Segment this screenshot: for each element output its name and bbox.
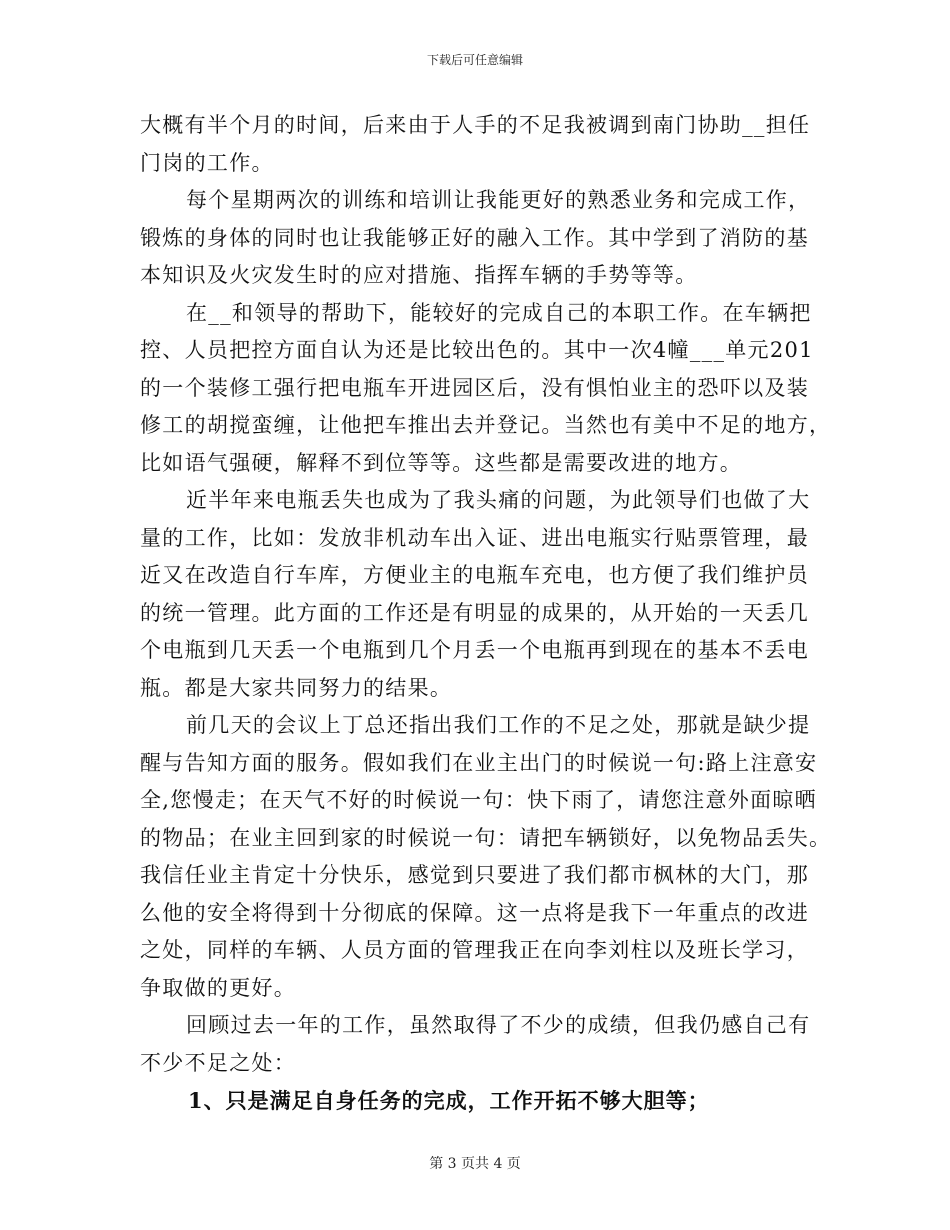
- paragraph-line: 门岗的工作。: [140, 150, 274, 175]
- paragraph-line: 之处，同样的车辆、人员方面的管理我正在向李刘柱以及班长学习，: [140, 938, 809, 962]
- paragraph-line: 全,您慢走；在天气不好的时候说一句：快下雨了，请您注意外面晾晒: [140, 788, 817, 812]
- section-heading: 1、只是满足自身任务的完成，工作开拓不够大胆等；: [188, 1088, 710, 1113]
- paragraph-line: 近半年来电瓶丢失也成为了我头痛的问题，为此领导们也做了大: [186, 488, 811, 512]
- paragraph-line: 争取做的更好。: [140, 975, 297, 1000]
- paragraph-line: 的统一管理。此方面的工作还是有明显的成果的，从开始的一天丢几: [140, 600, 809, 625]
- paragraph-line: 大概有半个月的时间，后来由于人手的不足我被调到南门协助__担任: [140, 113, 811, 137]
- paragraph-line: 不少不足之处：: [140, 1050, 297, 1075]
- paragraph-line: 个电瓶到几天丢一个电瓶到几个月丢一个电瓶再到现在的基本不丢电: [140, 638, 809, 662]
- paragraph-line: 前几天的会议上丁总还指出我们工作的不足之处，那就是缺少提: [186, 713, 811, 737]
- paragraph-line: 的物品；在业主回到家的时候说一句：请把车辆锁好，以免物品丢失。: [140, 825, 832, 850]
- paragraph-line: 修工的胡搅蛮缠，让他把车推出去并登记。当然也有美中不足的地方，: [140, 413, 832, 437]
- paragraph-line: 比如语气强硬，解释不到位等等。这些都是需要改进的地方。: [140, 450, 743, 475]
- paragraph-line: 的一个装修工强行把电瓶车开进园区后，没有惧怕业主的恐吓以及装: [140, 375, 809, 400]
- page-footer: 第 3 页共 4 页: [429, 1156, 521, 1172]
- paragraph-line: 控、人员把控方面自认为还是比较出色的。其中一次4幢___单元201: [140, 338, 814, 362]
- paragraph-line: 么他的安全将得到十分彻底的保障。这一点将是我下一年重点的改进: [140, 900, 809, 925]
- paragraph-line: 锻炼的身体的同时也让我能够正好的融入工作。其中学到了消防的基: [140, 225, 809, 250]
- paragraph-line: 量的工作，比如：发放非机动车出入证、进出电瓶实行贴票管理，最: [140, 525, 809, 550]
- page-header: 下载后可任意编辑: [426, 53, 523, 67]
- paragraph-line: 每个星期两次的训练和培训让我能更好的熟悉业务和完成工作，: [186, 188, 811, 212]
- paragraph-line: 瓶。都是大家共同努力的结果。: [140, 675, 453, 700]
- paragraph-line: 在__和领导的帮助下，能较好的完成自己的本职工作。在车辆把: [186, 300, 812, 325]
- document-body: [140, 107, 832, 1120]
- paragraph-line: 我信任业主肯定十分快乐，感觉到只要进了我们都市枫林的大门，那: [140, 863, 809, 887]
- paragraph-line: 近又在改造自行车库，方便业主的电瓶车充电，也方便了我们维护员: [140, 563, 809, 587]
- paragraph-line: 回顾过去一年的工作，虽然取得了不少的成绩，但我仍感自己有: [186, 1013, 811, 1037]
- paragraph-line: 本知识及火灾发生时的应对措施、指挥车辆的手势等等。: [140, 263, 698, 287]
- paragraph-line: 醒与告知方面的服务。假如我们在业主出门的时候说一句:路上注意安: [140, 750, 818, 775]
